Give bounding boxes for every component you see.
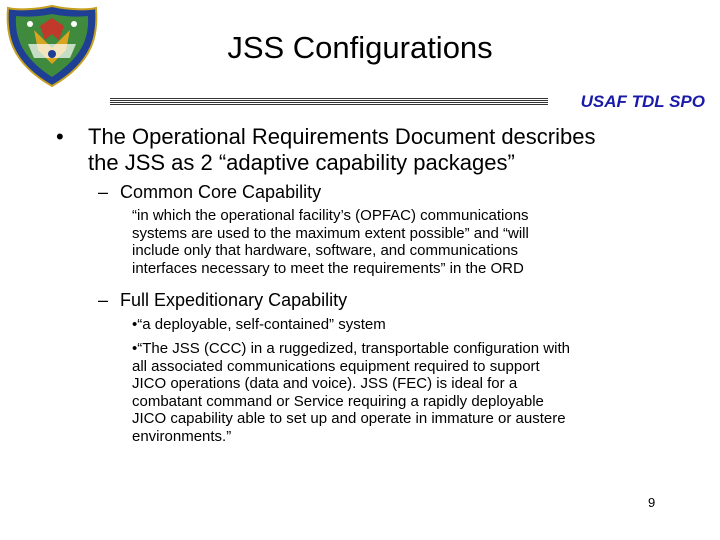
org-label: USAF TDL SPO [580,92,705,111]
quote-line: systems are used to the maximum extent possible” and “will [132,224,529,242]
sub-item-dash: – [98,290,109,310]
quote-line: “in which the operational facility’s (OPFAC) communications [132,207,529,224]
bullet-marker: • [56,124,64,149]
sub-item-dash: – [98,182,109,202]
point-line: environments.” [132,427,232,445]
expeditionary-point-1 [132,316,386,334]
point-line: JICO operations (data and voice). JSS (FEC) is ideal for a [132,375,518,393]
sub-item-label-common-core: Common Core Capability [120,182,322,202]
quote-line: interfaces necessary to meet the requirements” in the ORD [132,259,524,277]
common-core-quote [132,207,529,277]
bullet-line: the JSS as 2 “adaptive capability packages” [88,150,515,175]
bullet-line: The Operational Requirements Document describes [88,124,596,149]
point-line: all associated communications equipment required to support [132,357,540,375]
point-line: •“The JSS (CCC) in a ruggedized, transportable configuration with [132,340,570,357]
bullet-text [88,124,595,176]
expeditionary-point-2 [132,340,570,446]
point-line: JICO capability able to set up and operate in immature or austere [132,410,566,428]
point-line: •“a deployable, self-contained” system [132,316,386,333]
header-rule [110,98,548,106]
sub-item-label-full-expeditionary: Full Expeditionary Capability [120,290,348,310]
slide-title: JSS Configurations [227,30,493,65]
point-line: combatant command or Service requiring a rapidly deployable [132,392,544,410]
quote-line: include only that hardware, software, and communications [132,242,519,260]
page-number: 9 [648,495,656,510]
